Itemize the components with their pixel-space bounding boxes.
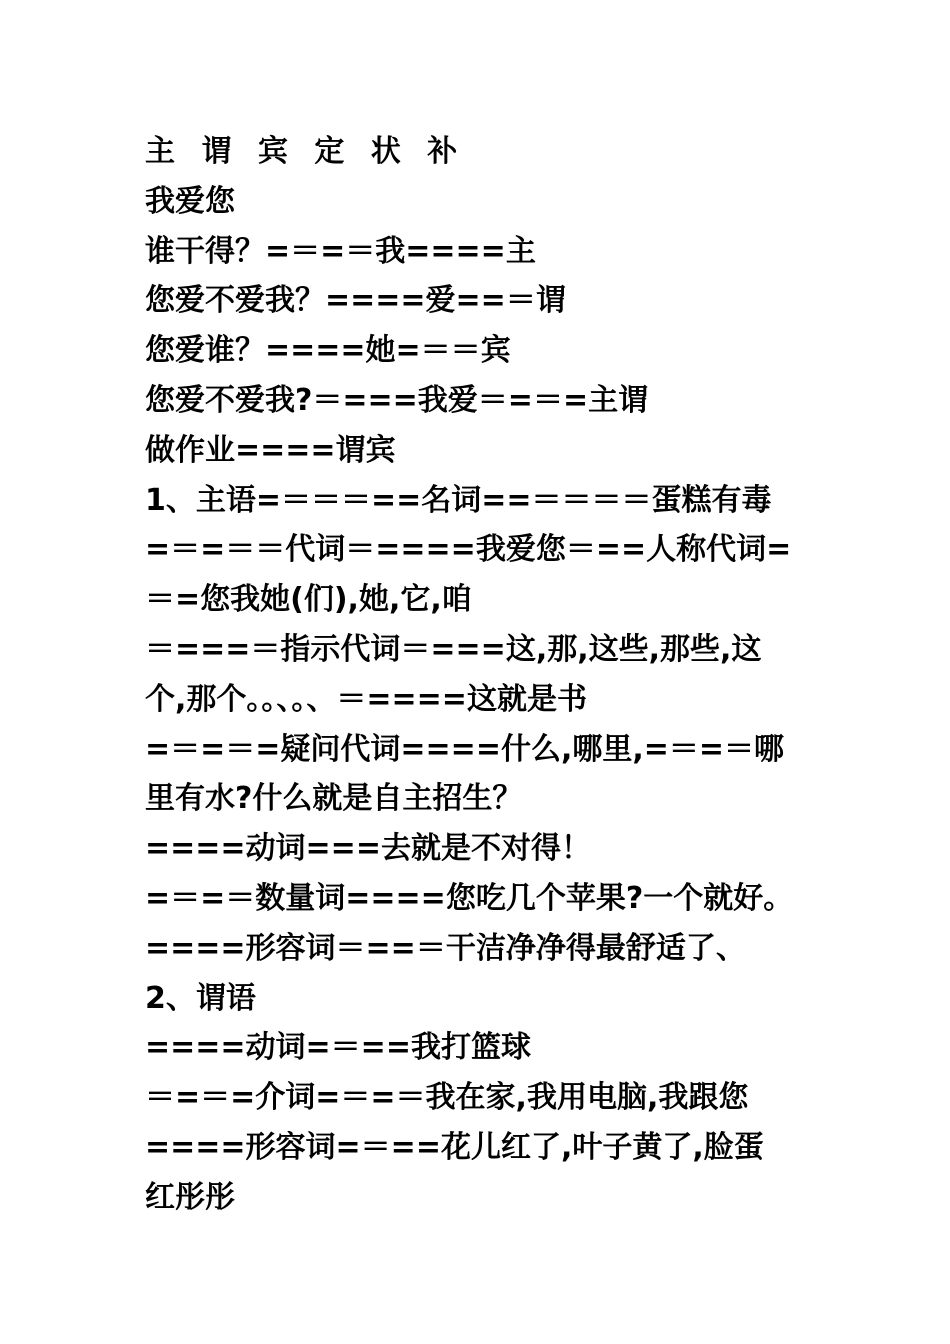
text-line: ＝=您我她(们),她,它,咱 [145, 582, 472, 618]
sentence-components-heading: 主 谓 宾 定 状 补 [145, 134, 466, 169]
text-line: =＝=＝＝代词＝====我爱您＝==人称代词= [145, 532, 792, 568]
text-line: 我爱您 [145, 183, 235, 219]
section-subject-heading: 1、主语=＝＝＝==名词==＝＝＝＝蛋糕有毒 [145, 482, 772, 518]
text-line: 您爱谁？====她=＝＝宾 [145, 333, 511, 369]
text-line: 做作业====谓宾 [145, 432, 396, 468]
text-line: ====动词===去就是不对得！ [145, 831, 591, 867]
text-line: =＝=＝=疑问代词====什么,哪里,=＝=＝哪 [145, 731, 785, 767]
text-line: ＝=＝=介词=＝=＝我在家,我用电脑,我跟您 [145, 1080, 749, 1116]
text-line: 您爱不爱我?＝===我爱＝=＝=主谓 [145, 382, 649, 418]
document-body [145, 127, 815, 1223]
text-line: 里有水?什么就是自主招生？ [145, 781, 523, 817]
text-line: ＝===＝指示代词＝===这,那,这些,那些,这 [145, 631, 762, 667]
text-line: ====形容词=＝==花儿红了,叶子黄了,脸蛋 [145, 1129, 764, 1165]
text-line: =＝=＝数量词====您吃几个苹果?一个就好。 [145, 880, 794, 916]
text-line: 红彤彤 [145, 1179, 235, 1215]
section-predicate-heading: 2、谓语 [145, 980, 256, 1016]
text-line: 您爱不爱我？====爱==＝谓 [145, 283, 566, 319]
text-line: 个,那个。。、。、＝====这就是书 [145, 681, 587, 717]
text-line: 谁干得？=＝=＝我====主 [145, 233, 536, 269]
text-line: ====形容词＝==＝干洁净净得最舒适了、 [145, 930, 746, 966]
text-line: ====动词=＝==我打篮球 [145, 1030, 531, 1066]
